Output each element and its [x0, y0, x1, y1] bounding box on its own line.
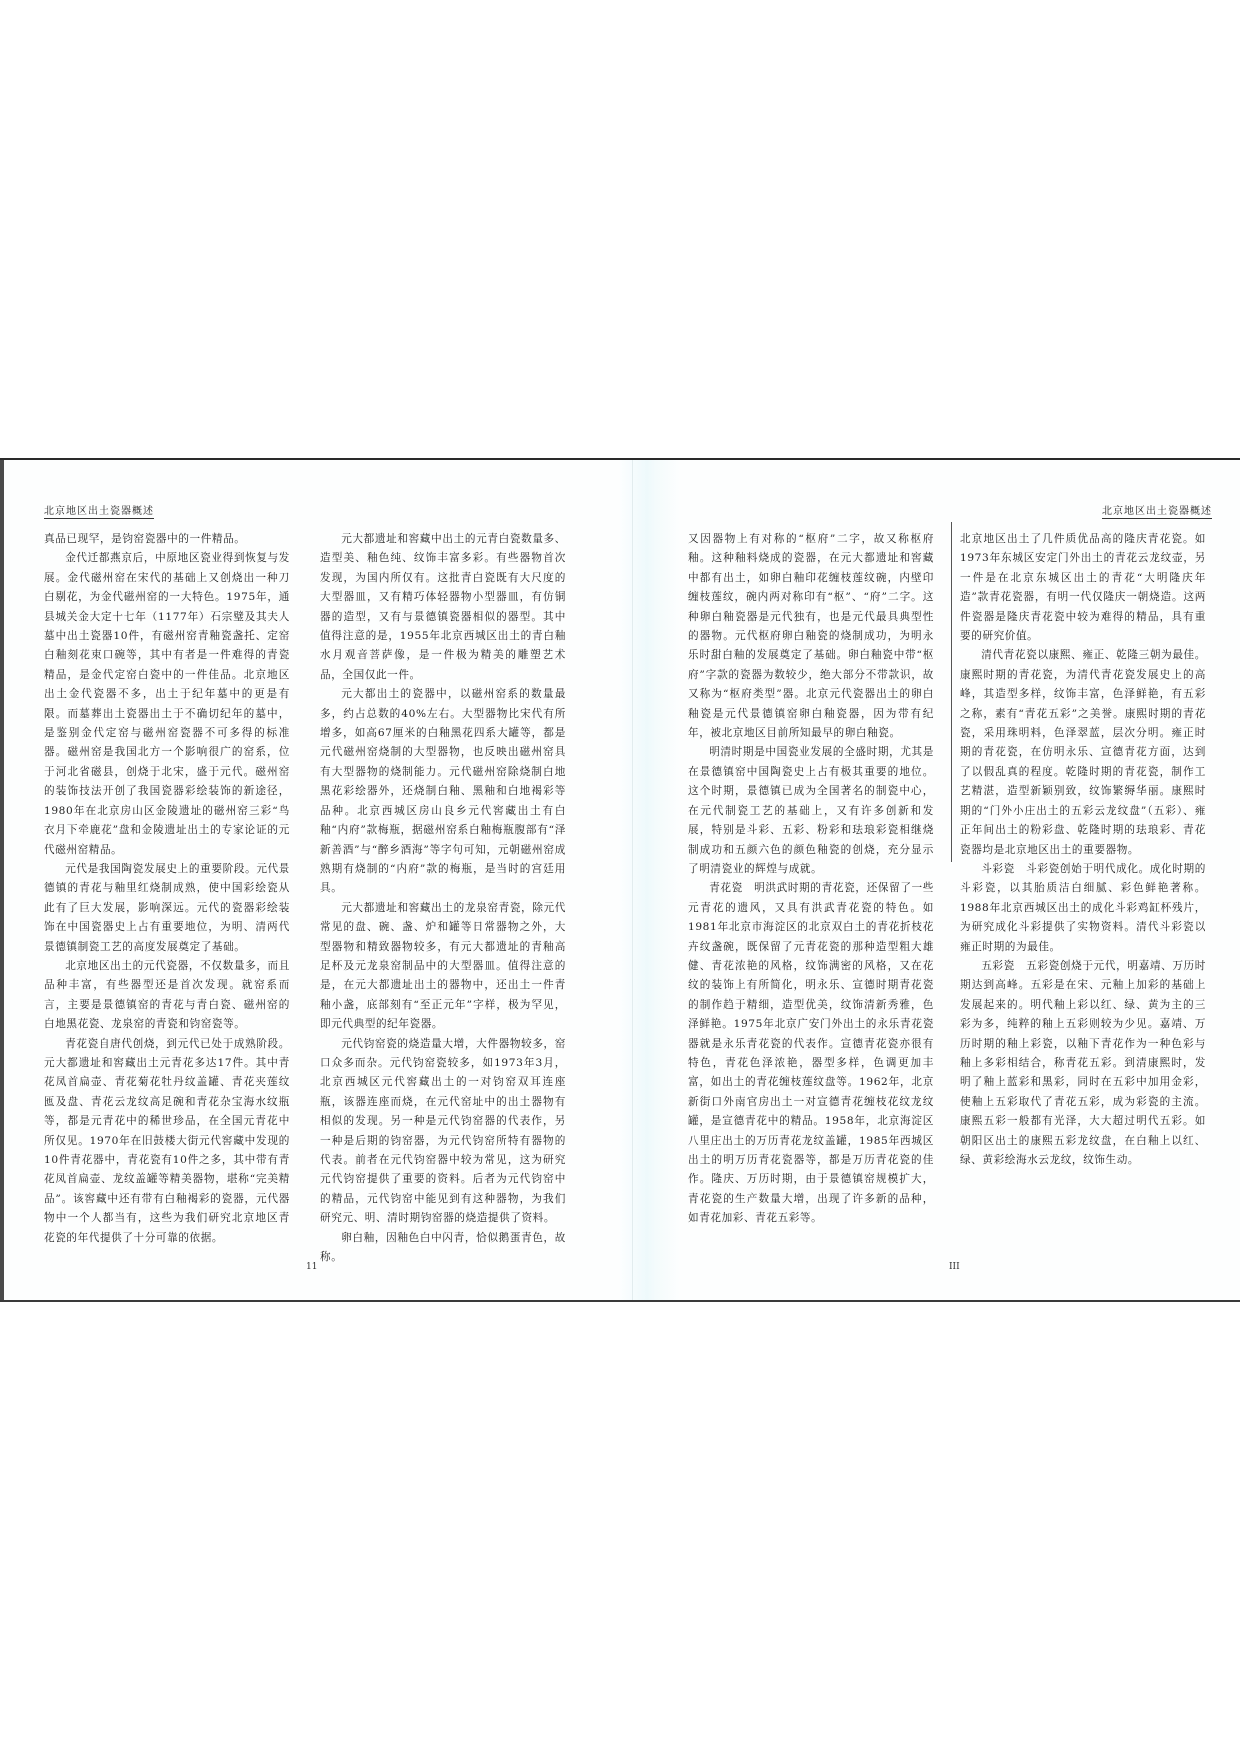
book-spread	[0, 458, 1240, 1302]
paragraph: 青花瓷 明洪武时期的青花瓷，还保留了一些元青花的遗风，又具有洪武青花瓷的特色。如1981年北京市海淀区的北京双白土的青花折枝花卉纹盏碗，既保留了元青花瓷的那种造型粗大雄健、青花浓艳的风格，纹饰满密的风格，又在花纹的装饰上有所简化，明永乐、宣德时期青花瓷的制作趋于精细，造型优美，纹饰清新秀雅，色泽鲜艳。1975年北京广安门外出土的永乐青花瓷器就是永乐青花瓷的代表作。宣德青花瓷亦很有特色，青花色泽浓艳，器型多样，色调更加丰富，如出土的青花缠枝莲纹盘等。1962年，北京新街口外南官房出土一对宣德青花缠枝花纹龙纹罐，是宣德青花中的精品。1958年，北京海淀区八里庄出土的万历青花龙纹盖罐，1985年西城区出土的明万历青花瓷器等，都是万历青花瓷的佳作。隆庆、万历时期，由于景德镇窑规模扩大，青花瓷的生产数量大增，出现了许多新的品种，如青花加彩、青花五彩等。	[688, 882, 934, 1225]
gutter-fold-line	[632, 460, 633, 1300]
paragraph: 元大都出土的瓷器中，以磁州窑系的数量最多，约占总数的40%左右。大型器物比宋代有所增多，如高67厘米的白釉黑花四系大罐等，都是元代磁州窑烧制的大型器物，也反映出磁州窑具有大型器物的烧制能力。元代磁州窑除烧制白地黑花彩绘器外，还烧制白釉、黑釉和白地褐彩等品种。北京西城区房山良乡元代窖藏出土有白釉“内府”款梅瓶，据磁州窑系白釉梅瓶腹部有“泽新善酒”与“醉乡酒海”等字句可知，元朝磁州窑成熟期有烧制的“内府”款的梅瓶，是当时的宫廷用具。	[320, 688, 566, 895]
paragraph: 卵白釉，因釉色白中闪青，恰似鹅蛋青色，故称。	[320, 1231, 566, 1264]
book-gutter	[620, 460, 680, 1300]
paragraph: 金代迁都燕京后，中原地区瓷业得到恢复与发展。金代磁州窑在宋代的基础上又创烧出一种刀白剔花，为金代磁州窑的一大特色。1975年，通县城关金大定十七年（1177年）石宗璧及其夫人墓中出土瓷器10件，有磁州窑青釉瓷盏托、定窑白釉刻花束口碗等，其中有者是一件难得的青瓷精品，是金代定窑白瓷中的一件佳品。北京地区出土金代瓷器不多，出土于纪年墓中的更是有限。而墓葬出土瓷器出土于不确切纪年的墓中，是鉴别金代定窑与磁州窑瓷器不可多得的标准器。磁州窑是我国北方一个影响很广的窑系，位于河北省磁县，创烧于北宋，盛于元代。磁州窑的装饰技法开创了我国瓷器彩绘装饰的新途径，1980年在北京房山区金陵遗址的磁州窑三彩“鸟衣月下牵鹿花”盘和金陵遗址出土的专家论证的元代磁州窑精品。	[44, 552, 290, 856]
text-column-1	[44, 530, 290, 1248]
column-rule	[951, 522, 952, 862]
paragraph: 真品已现罕，是钧窑瓷器中的一件精品。	[44, 533, 246, 545]
page-number-left: 11	[306, 1262, 318, 1272]
page-number-right: III	[949, 1262, 960, 1272]
paragraph: 又因器物上有对称的“枢府”二字，故又称枢府釉。这种釉料烧成的瓷器，在元大都遗址和窖藏中都有出土，如卵白釉印花缠枝莲纹碗，内壁印缠枝莲纹，碗内两对称印有“枢”、“府”二字。这种卵白釉瓷器是元代独有，也是元代最具典型性的器物。元代枢府卵白釉瓷的烧制成功，为明永乐时甜白釉的发展奠定了基础。卵白釉瓷中带“枢府”字款的瓷器为数较少，绝大部分不带款识，故又称为“枢府类型”器。北京元代瓷器出土的卵白釉瓷是元代景德镇窑卵白釉瓷器，因为带有纪年，被北京地区目前所知最早的卵白釉瓷。	[688, 533, 934, 740]
paragraph: 北京地区出土了几件质优品高的隆庆青花瓷。如1973年东城区安定门外出土的青花云龙纹壶，另一件是在北京东城区出土的青花“大明隆庆年造”款青花瓷器，有明一代仅隆庆一朝烧造。这两件瓷器是隆庆青花瓷中较为难得的精品，具有重要的研究价值。	[960, 533, 1206, 643]
paragraph: 五彩瓷 五彩瓷创烧于元代，明嘉靖、万历时期达到高峰。五彩是在宋、元釉上加彩的基础上发展起来的。明代釉上彩以红、绿、黄为主的三彩为多，纯粹的釉上五彩则较为少见。嘉靖、万历时期的釉上彩瓷，以釉下青花作为一种色彩与釉上多彩相结合，称青花五彩。到清康熙时，发明了釉上蓝彩和黑彩，同时在五彩中加用金彩，使釉上五彩取代了青花五彩，成为彩瓷的主流。康熙五彩一般都有光泽，大大超过明代五彩。如朝阳区出土的康熙五彩龙纹盘，在白釉上以红、绿、黄彩绘海水云龙纹，纹饰生动。	[960, 959, 1206, 1166]
paragraph: 青花瓷自唐代创烧，到元代已处于成熟阶段。元大都遗址和窖藏出土元青花多达17件。其中青花凤首扁壶、青花菊花牡丹纹盖罐、青花夹莲纹匜及盘、青花云龙纹高足碗和青花杂宝海水纹瓶等，都是元青花中的稀世珍品，在全国元青花中所仅见。1970年在旧鼓楼大街元代窖藏中发现的10件青花器中，青花瓷有10件之多，其中带有青花凤首扁壶、龙纹盖罐等精美器物，堪称“完美精品”。该窖藏中还有带有白釉褐彩的瓷器，元代器物中一个人都当有，这些为我们研究北京地区青花瓷的年代提供了十分可靠的依据。	[44, 1037, 290, 1244]
paragraph: 北京地区出土的元代瓷器，不仅数量多，而且品种丰富，有些器型还是首次发现。就窑系而言，主要是景德镇窑的青花与青白瓷、磁州窑的白地黑花瓷、龙泉窑的青瓷和钧窑瓷等。	[44, 959, 290, 1031]
paragraph: 元大都遗址和窖藏中出土的元青白瓷数量多、造型美、釉色纯、纹饰丰富多彩。有些器物首次发现，为国内所仅有。这批青白瓷既有大尺度的大型器皿，又有精巧体轻器物小型器皿，有仿铜器的造型，又有与景德镇瓷器相似的器型。其中值得注意的是，1955年北京西城区出土的青白釉水月观音菩萨像，是一件极为精美的雕塑艺术品，全国仅此一件。	[320, 533, 566, 681]
running-head-right: 北京地区出土瓷器概述	[1102, 502, 1212, 519]
text-column-4	[960, 530, 1206, 1170]
paragraph: 清代青花瓷以康熙、雍正、乾隆三朝为最佳。康熙时期的青花瓷，为清代青花瓷发展史上的高峰，其造型多样，纹饰丰富，色泽鲜艳，有五彩之称，素有“青花五彩”之美誉。康熙时期的青花瓷，采用珠明料，色泽翠蓝，层次分明。雍正时期的青花瓷，在仿明永乐、宣德青花方面，达到了以假乱真的程度。乾隆时期的青花瓷，制作工艺精湛，造型新颖别致，纹饰繁缛华丽。康熙时期的“门外小庄出土的五彩云龙纹盘”（五彩）、雍正年间出土的粉彩盘、乾隆时期的珐琅彩、青花瓷器均是北京地区出土的重要器物。	[960, 649, 1206, 856]
paragraph: 元大都遗址和窖藏出土的龙泉窑青瓷，除元代常见的盘、碗、盏、炉和罐等日常器物之外，大型器物和精致器物较多，有元大都遗址的青釉高足杯及元龙泉窑制品中的大型器皿。值得注意的是，在元大都遗址出土的器物中，还出土一件青釉小盏，底部刻有“至正元年”字样，极为罕见，即元代典型的纪年瓷器。	[320, 901, 566, 1031]
paragraph: 元代是我国陶瓷发展史上的重要阶段。元代景德镇的青花与釉里红烧制成熟，使中国彩绘瓷从此有了巨大发展，影响深远。元代的瓷器彩绘装饰在中国瓷器史上占有重要地位，为明、清两代景德镇制瓷工艺的高度发展奠定了基础。	[44, 862, 290, 953]
paragraph: 明清时期是中国瓷业发展的全盛时期，尤其是在景德镇窑中国陶瓷史上占有极其重要的地位。这个时期，景德镇已成为全国著名的制瓷中心，在元代制瓷工艺的基础上，又有许多创新和发展，特别是斗彩、五彩、粉彩和珐琅彩瓷相继烧制成功和五颜六色的颜色釉瓷的创烧，充分显示了明清瓷业的辉煌与成就。	[688, 746, 934, 875]
text-column-3	[688, 530, 934, 1229]
paragraph: 斗彩瓷 斗彩瓷创始于明代成化。成化时期的斗彩瓷，以其胎质洁白细腻、彩色鲜艳著称。1988年北京西城区出土的成化斗彩鸡缸杯残片，为研究成化斗彩提供了实物资料。清代斗彩瓷以雍正时期的为最佳。	[960, 862, 1206, 953]
paragraph: 元代钧窑瓷的烧造量大增，大件器物较多，窑口众多而杂。元代钧窑瓷较多，如1973年3月，北京西城区元代窖藏出土的一对钧窑双耳连座瓶，该器连座而烧，在元代窑址中的出土器物有相似的发现。另一种是元代钧窑器的代表作，另一种是后期的钧窑器，为元代钧窑所特有器物的代表。前者在元代钧窑器中较为常见，这为研究元代钧窑提供了重要的资料。后者为元代钧窑中的精品，元代钧窑中能见到有这种器物，为我们研究元、明、清时期钧窑器的烧造提供了资料。	[320, 1037, 566, 1225]
text-column-2	[320, 530, 566, 1267]
running-head-left: 北京地区出土瓷器概述	[44, 502, 154, 519]
